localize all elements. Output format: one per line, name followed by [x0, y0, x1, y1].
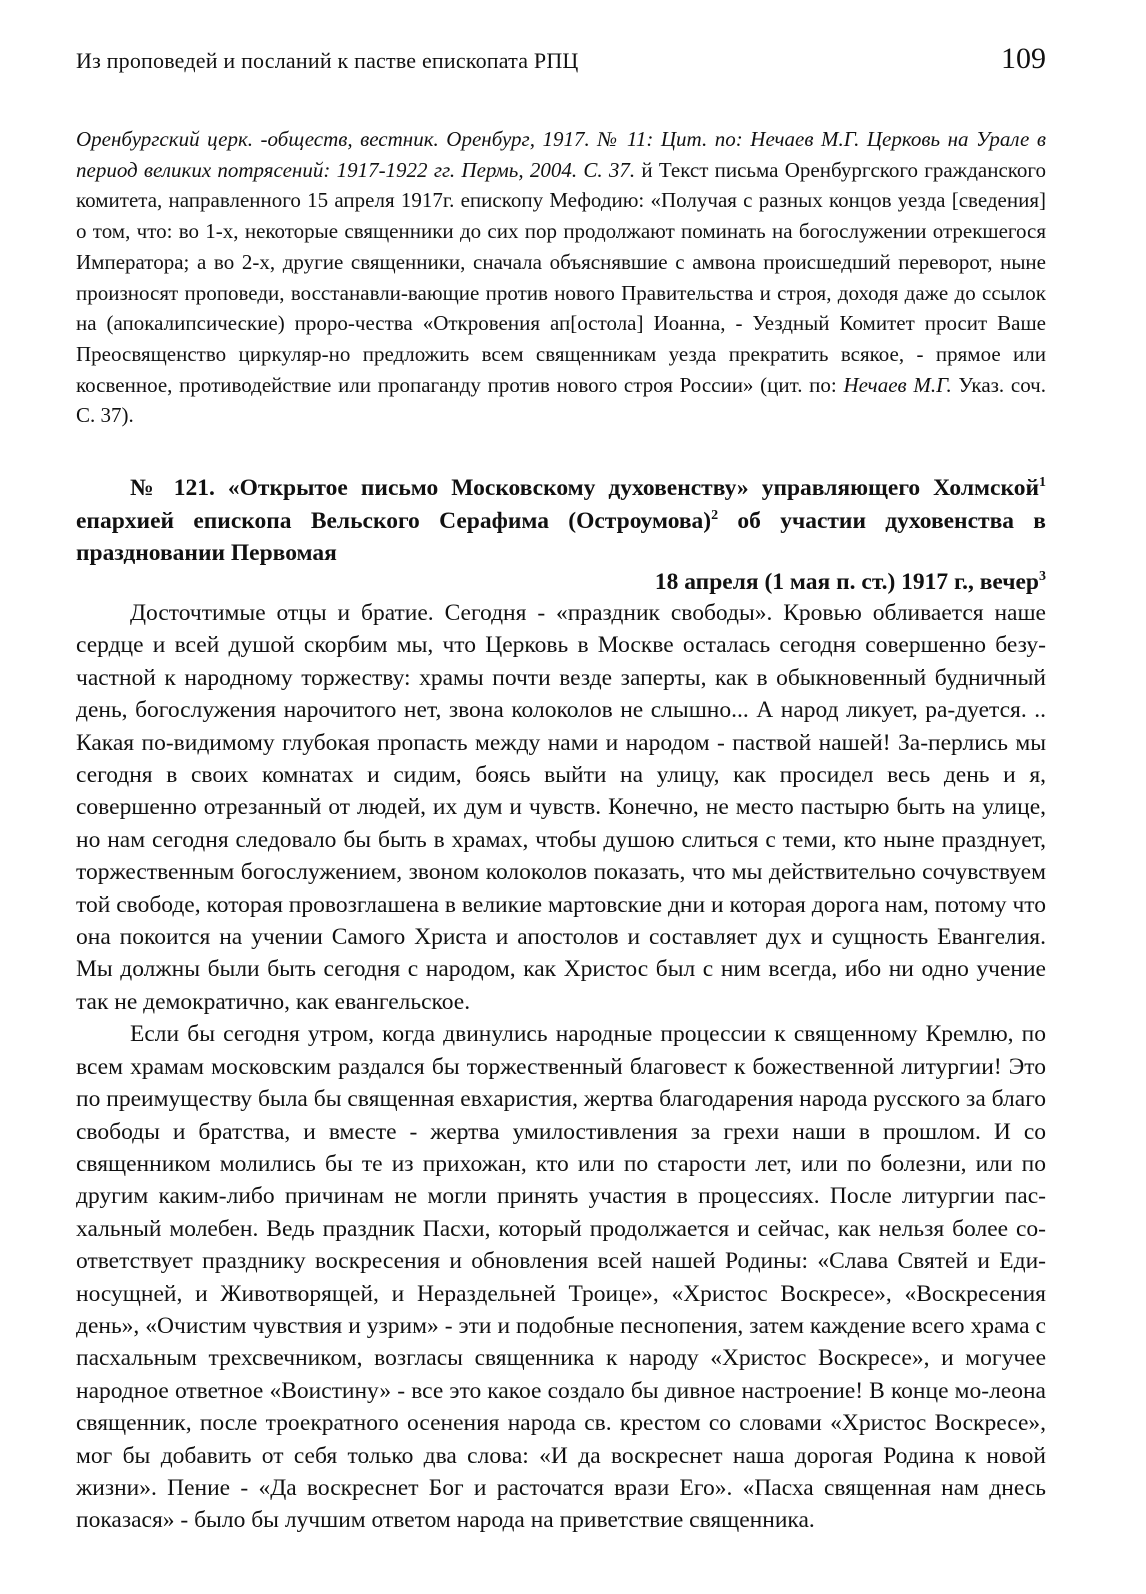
running-header — [76, 42, 1046, 82]
document-date — [76, 566, 1046, 599]
document-heading — [76, 472, 1046, 570]
running-title: Из проповедей и посланий к пастве епископата РПЦ — [76, 48, 579, 73]
heading-part-3: об участии духовенства в праздновании Первомая — [76, 507, 1046, 566]
body-paragraph-2: Если бы сегодня утром, когда двинулись народные процессии к священному Кремлю, по всем храмам московским раздался бы торжественный благовест к божественной литургии! Это по преимуществу была бы священная евхаристия, жертва благодарения народа русского за благо свободы и братства, и вместе - жертва умилостивления за грехи наши в прошлом. И со священником молились бы те из прихожан, кто или по старости лет, или по болезни, или по другим каким-либо причинам не могли принять участия в процессиях. После литургии пас-хальный молебен. Ведь праздник Пасхи, который продолжается и сейчас, как нельзя более со-ответствует празднику воскресения и обновления всей нашей Родины: «Слава Святей и Еди-носущней, и Животворящей, и Нераздельней Троице», «Христос Воскресе», «Воскресения день», «Очистим чувствия и узрим» - эти и подобные песнопения, затем каждение всего храма с пасхальным трехсвечником, возгласы священника к народу «Христос Воскресе», и могучее народное ответное «Воистину» - все это какое создало бы дивное настроение! В конце мо-леона священник, после троекратного осенения народа св. крестом со словами «Христос Воскресе», мог бы добавить от себя только два слова: «И да воскреснет наша дорогая Родина к новой жизни». Пение - «Да воскреснет Бог и расточатся врази Его». «Пасха священная нам днесь показася» - было бы лучшим ответом народа на приветствие священника. — [76, 1021, 1046, 1534]
footnote-text: й Текст письма Оренбургского гражданского комитета, направленного 15 апреля 1917г. епископу Мефодию: «Получая с разных концов уезда [сведения] о том, что: во 1-х, некоторые священники до сих пор продолжают поминать на богослужении отрекшегося Императора; а во 2-х, другие священники, сначала объяснявшие с амвона происшедший переворот, ныне произносят проповеди, восстанавли-вающие против нового Правительства и строя, доходя даже до ссылок на (апокалипсические) проро-чества «Откровения ап[остола] Иоанна, - Уездный Комитет просит Ваше Преосвященство циркуляр-но предложить всем священникам уезда прекратить всякое, - прямое или косвенное, противодействие или пропаганду против нового строя России» (цит. по: — [76, 157, 1046, 397]
document-body — [76, 597, 1046, 1537]
heading-part-1: № 121. «Открытое письмо Московскому духовенству» управляющего Холмской — [130, 475, 1039, 501]
footnote-paragraph — [76, 124, 1046, 431]
footnote-author: Нечаев М.Г. — [843, 372, 952, 397]
heading-paragraph — [76, 472, 1046, 570]
body-paragraph-1: Досточтимые отцы и братие. Сегодня - «праздник свободы». Кровью обливается наше сердце и всей душой скорбим мы, что Церковь в Москве осталась сегодня совершенно безу-частной к народному торжеству: храмы почти везде заперты, как в обыкновенный будничный день, богослужения нарочитого нет, звона колоколов не слышно... А народ ликует, ра-дуется. .. Какая по-видимому глубокая пропасть между нами и народом - паствой нашей! За-перлись мы сегодня в своих комнатах и сидим, боясь выйти на улицу, как просидел весь день и я, совершенно отрезанный от людей, их дум и чувств. Конечно, не место пастырю быть на улице, но нам сегодня следовало бы быть в храмах, чтобы душою слиться с теми, кто ныне празднует, торжественным богослужением, звоном колоколов показать, что мы действительно сочувствуем той свободе, которая провозглашена в великие мартовские дни и которая дорога нам, потому что она покоится на учении Самого Христа и апостолов и составляет дух и сущность Евангелия. Мы должны были быть сегодня с народом, как Христос был с ним всегда, ибо ни одно учение так не демократично, как евангельское. — [76, 600, 1046, 1015]
footnote-text-end: Указ. соч. С. 37). — [76, 372, 1046, 428]
date-text: 18 апреля (1 мая п. ст.) 1917 г., вечер — [654, 569, 1039, 595]
footnote-ref-3: 3 — [1039, 569, 1046, 584]
footnote-block — [76, 124, 1046, 431]
footnote-citation: Оренбургский церк. -обществ, вестник. Оренбург, 1917. № 11: Цит. по: Нечаев М.Г. Церковь на Урале в период великих потрясений: 1917-1922 гг. Пермь, 2004. С. 37. — [76, 127, 1046, 182]
footnote-ref-1: 1 — [1039, 475, 1046, 490]
footnote-ref-2: 2 — [711, 507, 719, 523]
page-number: 109 — [1001, 42, 1046, 75]
heading-part-2: епархией епископа Вельского Серафима (Остроумова) — [76, 507, 712, 534]
